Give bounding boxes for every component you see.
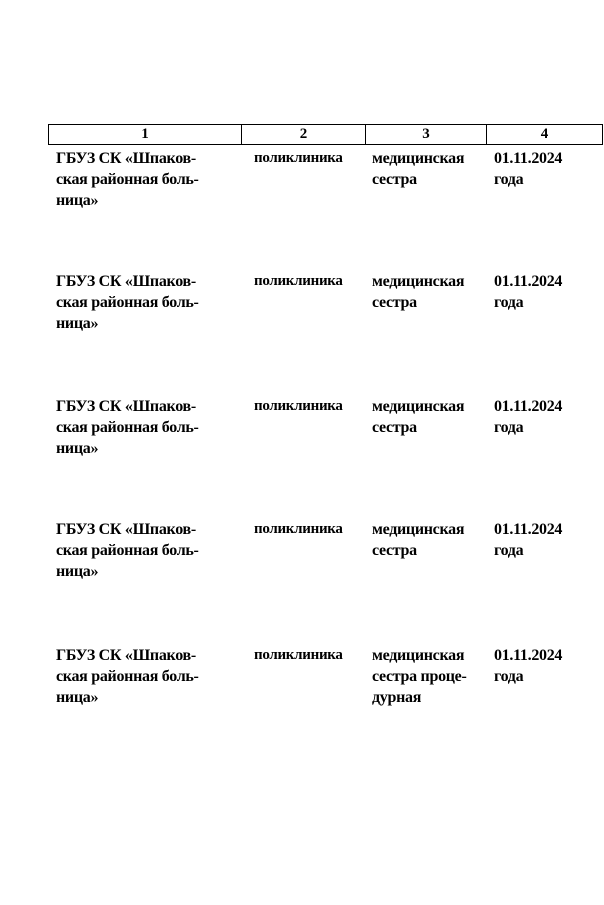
unit-cell: поликлиника	[254, 150, 343, 166]
organization-cell: ГБУЗ СК «Шпаков- ская районная боль- ница»	[56, 647, 199, 706]
position-cell: медицинская сестра	[372, 273, 465, 311]
unit-cell: поликлиника	[254, 521, 343, 537]
unit-cell: поликлиника	[254, 647, 343, 663]
header-row	[49, 125, 603, 145]
header-col-1: 1	[49, 125, 242, 145]
unit-cell: поликлиника	[254, 273, 343, 289]
position-cell: медицинская сестра	[372, 398, 465, 436]
position-cell: медицинская сестра	[372, 521, 465, 559]
position-cell: медицинская сестра	[372, 150, 465, 188]
date-cell: 01.11.2024 года	[494, 647, 563, 685]
table-row	[56, 519, 602, 589]
unit-cell: поликлиника	[254, 398, 343, 414]
organization-cell: ГБУЗ СК «Шпаков- ская районная боль- ница»	[56, 273, 199, 332]
date-cell: 01.11.2024 года	[494, 521, 563, 559]
table-row	[56, 148, 602, 218]
header-col-2: 2	[242, 125, 366, 145]
table-row	[56, 645, 602, 715]
date-cell: 01.11.2024 года	[494, 273, 563, 311]
position-cell: медицинская сестра проце- дурная	[372, 647, 467, 706]
table-row	[56, 271, 602, 341]
header-col-4: 4	[487, 125, 603, 145]
organization-cell: ГБУЗ СК «Шпаков- ская районная боль- ница»	[56, 150, 199, 209]
date-cell: 01.11.2024 года	[494, 398, 563, 436]
organization-cell: ГБУЗ СК «Шпаков- ская районная боль- ница»	[56, 398, 199, 457]
table-header	[48, 124, 603, 145]
header-col-3: 3	[366, 125, 487, 145]
table-row	[56, 396, 602, 466]
date-cell: 01.11.2024 года	[494, 150, 563, 188]
organization-cell: ГБУЗ СК «Шпаков- ская районная боль- ница»	[56, 521, 199, 580]
